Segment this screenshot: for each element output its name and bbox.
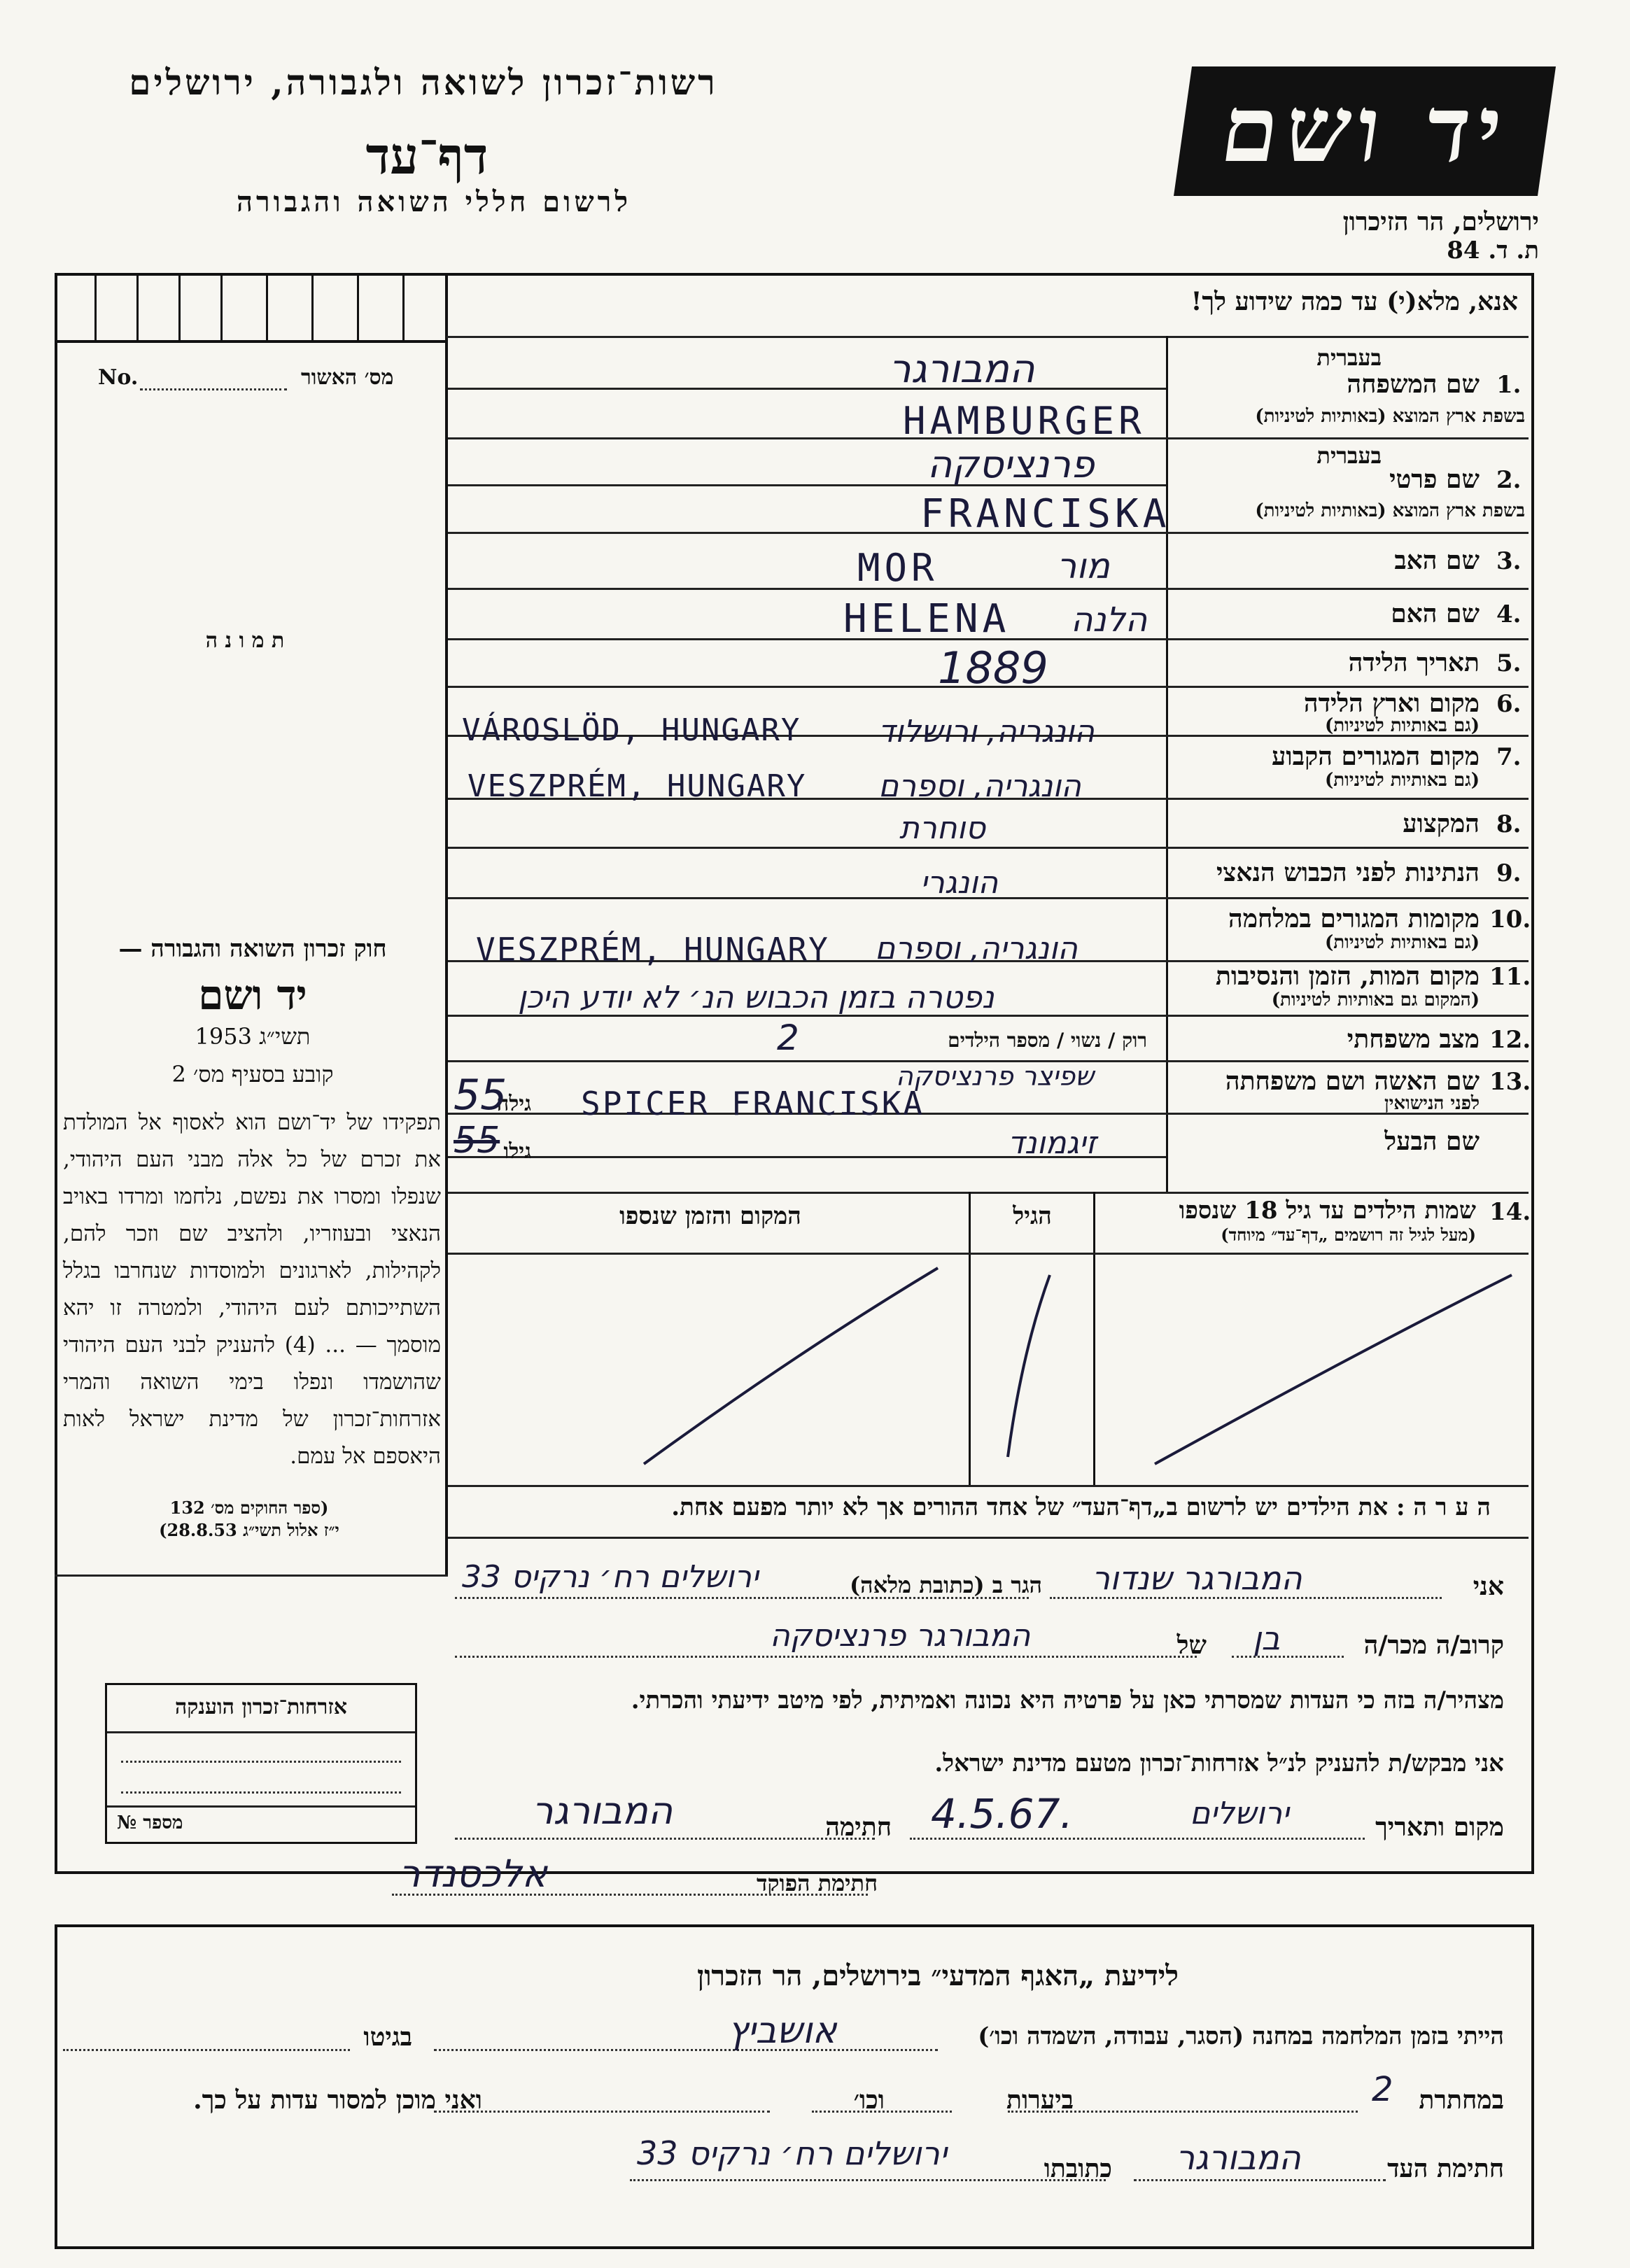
logo-text: יד ושם <box>1214 76 1516 183</box>
lower-title: לידיעת „האגף המדעי״ בירושלים, הר הזכרון <box>697 1959 1179 1992</box>
field-3-value-latin: MOR <box>857 546 939 590</box>
field-1-number: 1. <box>1496 371 1522 399</box>
date-value: 4.5.67. <box>931 1790 1073 1838</box>
field-10-value-latin: VESZPRÉM, HUNGARY <box>476 931 829 969</box>
hideout-label: במחתרת <box>1419 2085 1504 2115</box>
field-10-label: מקומות המגורים במלחמה <box>1228 904 1480 934</box>
declaration-of-label: של <box>1176 1630 1207 1660</box>
field-12-value: 2 <box>777 1017 799 1058</box>
declaration-relative-value: בן <box>1253 1619 1281 1657</box>
children-remark: ה ע ר ה : את הילדים יש לרשום ב„דף־העד״ של אחד ההורים אך לא יותר מפעם אחת. <box>671 1493 1491 1521</box>
field-11-number: 11. <box>1489 963 1531 991</box>
authority-line: רשות־זכרון לשואה ולגבורה, ירושלים <box>129 62 718 103</box>
signature-value: המבורגר <box>532 1789 673 1833</box>
field-5-number: 5. <box>1496 649 1522 677</box>
cross-out-stroke-age <box>1008 1275 1050 1457</box>
declaration-request: אני מבקש/ת להעניק לנ״ל אזרחות־זכרון מטעם מדינת ישראל. <box>934 1749 1504 1777</box>
husband-age-label: גילו <box>503 1139 531 1164</box>
cross-out-stroke-place <box>644 1268 938 1464</box>
law-text: תפקידו של יד־ושם הוא לאסוף אל המולדת את זכרם של כל אלה מבני העם היהודי, שנפלו ומסרו את נפשם, נלחמו ומרדו באויב הנאצי ובעוזריו, ולהציב שם וזכר להם, לקהילות, לארגונים ולמוסדות שנחרבו בגלל השתייכותם לעם היהודי, ולמטרה זו יהא מוסמך — ... (4) להעניק לבני העם היהודי שהושמדו ונפלו בימי השואה והמרי אזרחות־זכרון של מדינת ישראל לאות היאספם אל עמם. <box>63 1110 441 1469</box>
field-11-value-hebrew: נפטרה בזמן הכבוש הנ׳ לא יודע היכן <box>518 980 995 1015</box>
approval-no-label: No. <box>98 365 139 390</box>
field-9-value-hebrew: הונגרי <box>920 865 999 901</box>
law-title: חוק זכרון השואה והגבורה — <box>118 935 387 963</box>
intro-text: אנא, מלא(י) עד כמה שידוע לך! <box>1190 287 1518 316</box>
field-10-number: 10. <box>1489 906 1531 934</box>
field-4-label: שם האם <box>1391 599 1480 628</box>
declaration-of-value: המבורגר פרנציסקה <box>770 1618 1031 1654</box>
field-1-value-latin: HAMBURGER <box>903 399 1146 443</box>
law-section: קובע בסעיף מס׳ 2 <box>171 1061 334 1087</box>
law-name: יד ושם <box>198 971 307 1019</box>
citizenship-box-title: אזרחות־זכרון הוענקה <box>174 1695 348 1719</box>
children-note: (מעל לגיל זה רושמים „דף־עד״ מיוחד) <box>1221 1225 1476 1245</box>
yad-vashem-logo <box>1174 66 1556 196</box>
citizenship-box <box>105 1683 417 1844</box>
field-1-tag: בעברית <box>1316 344 1382 371</box>
field-6-value-latin: VÁROSLÖD, HUNGARY <box>462 712 801 748</box>
field-10-value-hebrew: הונגריה, וספרם <box>875 931 1078 966</box>
field-7-number: 7. <box>1496 743 1522 771</box>
camp-line: הייתי בזמן המלחמה במחנה (הסגר, עבודה, השמדה וכו׳) <box>978 2022 1504 2050</box>
address-line1: ירושלים, הר הזיכרון <box>1342 207 1539 237</box>
form-title: דף־עד <box>365 126 489 185</box>
ghetto-label: בגיטו <box>363 2022 412 2052</box>
field-12-number: 12. <box>1489 1026 1531 1054</box>
field-8-number: 8. <box>1496 810 1522 838</box>
field-2-value-hebrew: פרנציסקה <box>927 442 1095 486</box>
field-11-label: מקום המות, הזמן והנסיבות <box>1216 962 1480 991</box>
field-9-number: 9. <box>1496 859 1522 887</box>
children-crossed-out <box>448 1254 1529 1485</box>
forests-label: ביערות <box>1006 2085 1074 2115</box>
etc-label: וכו׳ <box>853 2085 885 2115</box>
field-12-label: מצב משפחתי <box>1347 1024 1480 1054</box>
witness-signature-value: המבורגר <box>1176 2139 1301 2178</box>
official-signature-value: אלכסנדר <box>399 1852 547 1896</box>
field-2-tag: בעברית <box>1316 442 1382 469</box>
field-6-note: (גם באותיות לטיניות) <box>1324 715 1480 736</box>
declaration-relative-label: קרוב/ה מכר/ה <box>1363 1630 1504 1660</box>
field-1-note: בשפת ארץ המוצא (באותיות לטיניות) <box>1255 406 1525 427</box>
signature-label: חתימה <box>825 1812 892 1842</box>
field-7-value-hebrew: הונגריה, וספרם <box>878 768 1081 804</box>
field-2-value-latin: FRANCISKA <box>920 491 1171 537</box>
declaration-i-value: המבורגר שנדור <box>1092 1559 1302 1597</box>
declaration-warning: מצהיר/ה בזה כי העדות שמסרתי כאן על פרטיה היא נכונה ואמיתית, לפי מיטב ידיעתי והכרתי. <box>631 1686 1504 1714</box>
form-subtitle: לרשום חללי השואה והגבורה <box>236 185 632 218</box>
children-col-place: המקום והזמן שנספו <box>619 1202 801 1230</box>
husband-age-value: 55 <box>454 1120 500 1162</box>
ready-label: ואני מוכן למסור עדות על כך. <box>193 2085 482 2115</box>
field-7-value-latin: VESZPRÉM, HUNGARY <box>468 768 807 804</box>
witness-address-value: ירושלים רח׳ נרקיס 33 <box>637 2134 948 2172</box>
field-13-value-latin: SPICER FRANCISKA <box>581 1085 925 1122</box>
field-5-value: 1889 <box>938 642 1048 693</box>
declaration-i-label: אני <box>1473 1572 1504 1601</box>
field-6-value-hebrew: הונגריה, ורושלוד <box>878 714 1095 749</box>
children-title: שמות הילדים עד גיל 18 שנספו <box>1179 1197 1476 1225</box>
field-3-label: שם האב <box>1394 546 1480 575</box>
field-2-note: בשפת ארץ המוצא (באותיות לטיניות) <box>1255 500 1525 521</box>
husband-label: שם הבעל <box>1384 1127 1480 1156</box>
field-13-age-label: גילה <box>496 1092 531 1116</box>
citizenship-number-label: מספר № <box>117 1812 183 1833</box>
field-1-label: שם המשפחה <box>1347 369 1480 399</box>
field-13-age-value: 55 <box>454 1071 507 1120</box>
cross-out-stroke-names <box>1155 1275 1512 1464</box>
hideout-value: 2 <box>1372 2070 1393 2109</box>
children-col-age: הגיל <box>1013 1202 1052 1230</box>
field-2-label: שם פרטי <box>1389 465 1480 494</box>
field-8-value-hebrew: סוחרת <box>899 810 986 846</box>
witness-address-label: כתובתו <box>1044 2154 1112 2183</box>
field-9-label: הנתינות לפני הכבוש הנאצי <box>1216 858 1480 887</box>
witness-signature-label: חתימת העד <box>1387 2154 1504 2183</box>
law-reference-2: י״ז אלול תשי״ג 28.8.53) <box>159 1520 339 1540</box>
field-4-value-hebrew: הלנה <box>1071 600 1148 640</box>
law-year: תשי״ג 1953 <box>195 1023 311 1050</box>
field-13-number: 13. <box>1489 1068 1531 1096</box>
field-8-label: המקצוע <box>1403 809 1480 838</box>
approval-no-heb: מס׳ האשור <box>301 365 394 390</box>
field-14-number: 14. <box>1489 1198 1531 1226</box>
field-3-number: 3. <box>1496 547 1522 575</box>
camp-value: אושביץ <box>728 2010 837 2052</box>
field-2-number: 2. <box>1496 466 1522 494</box>
field-6-number: 6. <box>1496 690 1522 718</box>
field-1-value-hebrew: המבורגר <box>889 346 1035 392</box>
field-10-note: (גם באותיות לטיניות) <box>1324 932 1480 953</box>
official-signature-label: חתימת הפוקד <box>757 1870 878 1896</box>
declaration-resides-label: הגר ב (כתובת מלאה) <box>850 1572 1042 1598</box>
field-11-note: (המקום גם באותיות לטיניות) <box>1271 989 1480 1010</box>
declaration-resides-value: ירושלים רח׳ נרקיס 33 <box>462 1559 759 1595</box>
field-3-value-hebrew: מור <box>1057 546 1110 586</box>
field-7-note: (גם באותיות לטיניות) <box>1324 770 1480 791</box>
law-reference-1: (ספר החוקים מס׳ 132 <box>169 1498 329 1518</box>
field-13-label: שם האשה ושם משפחתה <box>1225 1066 1480 1096</box>
photo-label: ת מ ו נ ה <box>205 628 285 653</box>
place-value: ירושלים <box>1190 1796 1289 1831</box>
field-12-prefix: רוק / נשוי / מספר הילדים <box>948 1029 1147 1052</box>
field-5-label: תאריך הלידה <box>1348 648 1480 677</box>
field-7-label: מקום המגורים הקבוע <box>1272 742 1480 771</box>
field-4-value-latin: HELENA <box>843 596 1011 642</box>
field-13-value-hebrew: שפיצר פרנציסקה <box>896 1061 1095 1092</box>
husband-value-hebrew: זיגמונד <box>1008 1125 1097 1161</box>
place-date-label: מקום ותאריך <box>1375 1812 1504 1842</box>
address-line2: ת. ד. 84 <box>1447 237 1539 265</box>
field-13-note: לפני הנישואין <box>1384 1093 1480 1114</box>
field-4-number: 4. <box>1496 600 1522 628</box>
field-6-label: מקום וארץ הלידה <box>1303 689 1480 718</box>
